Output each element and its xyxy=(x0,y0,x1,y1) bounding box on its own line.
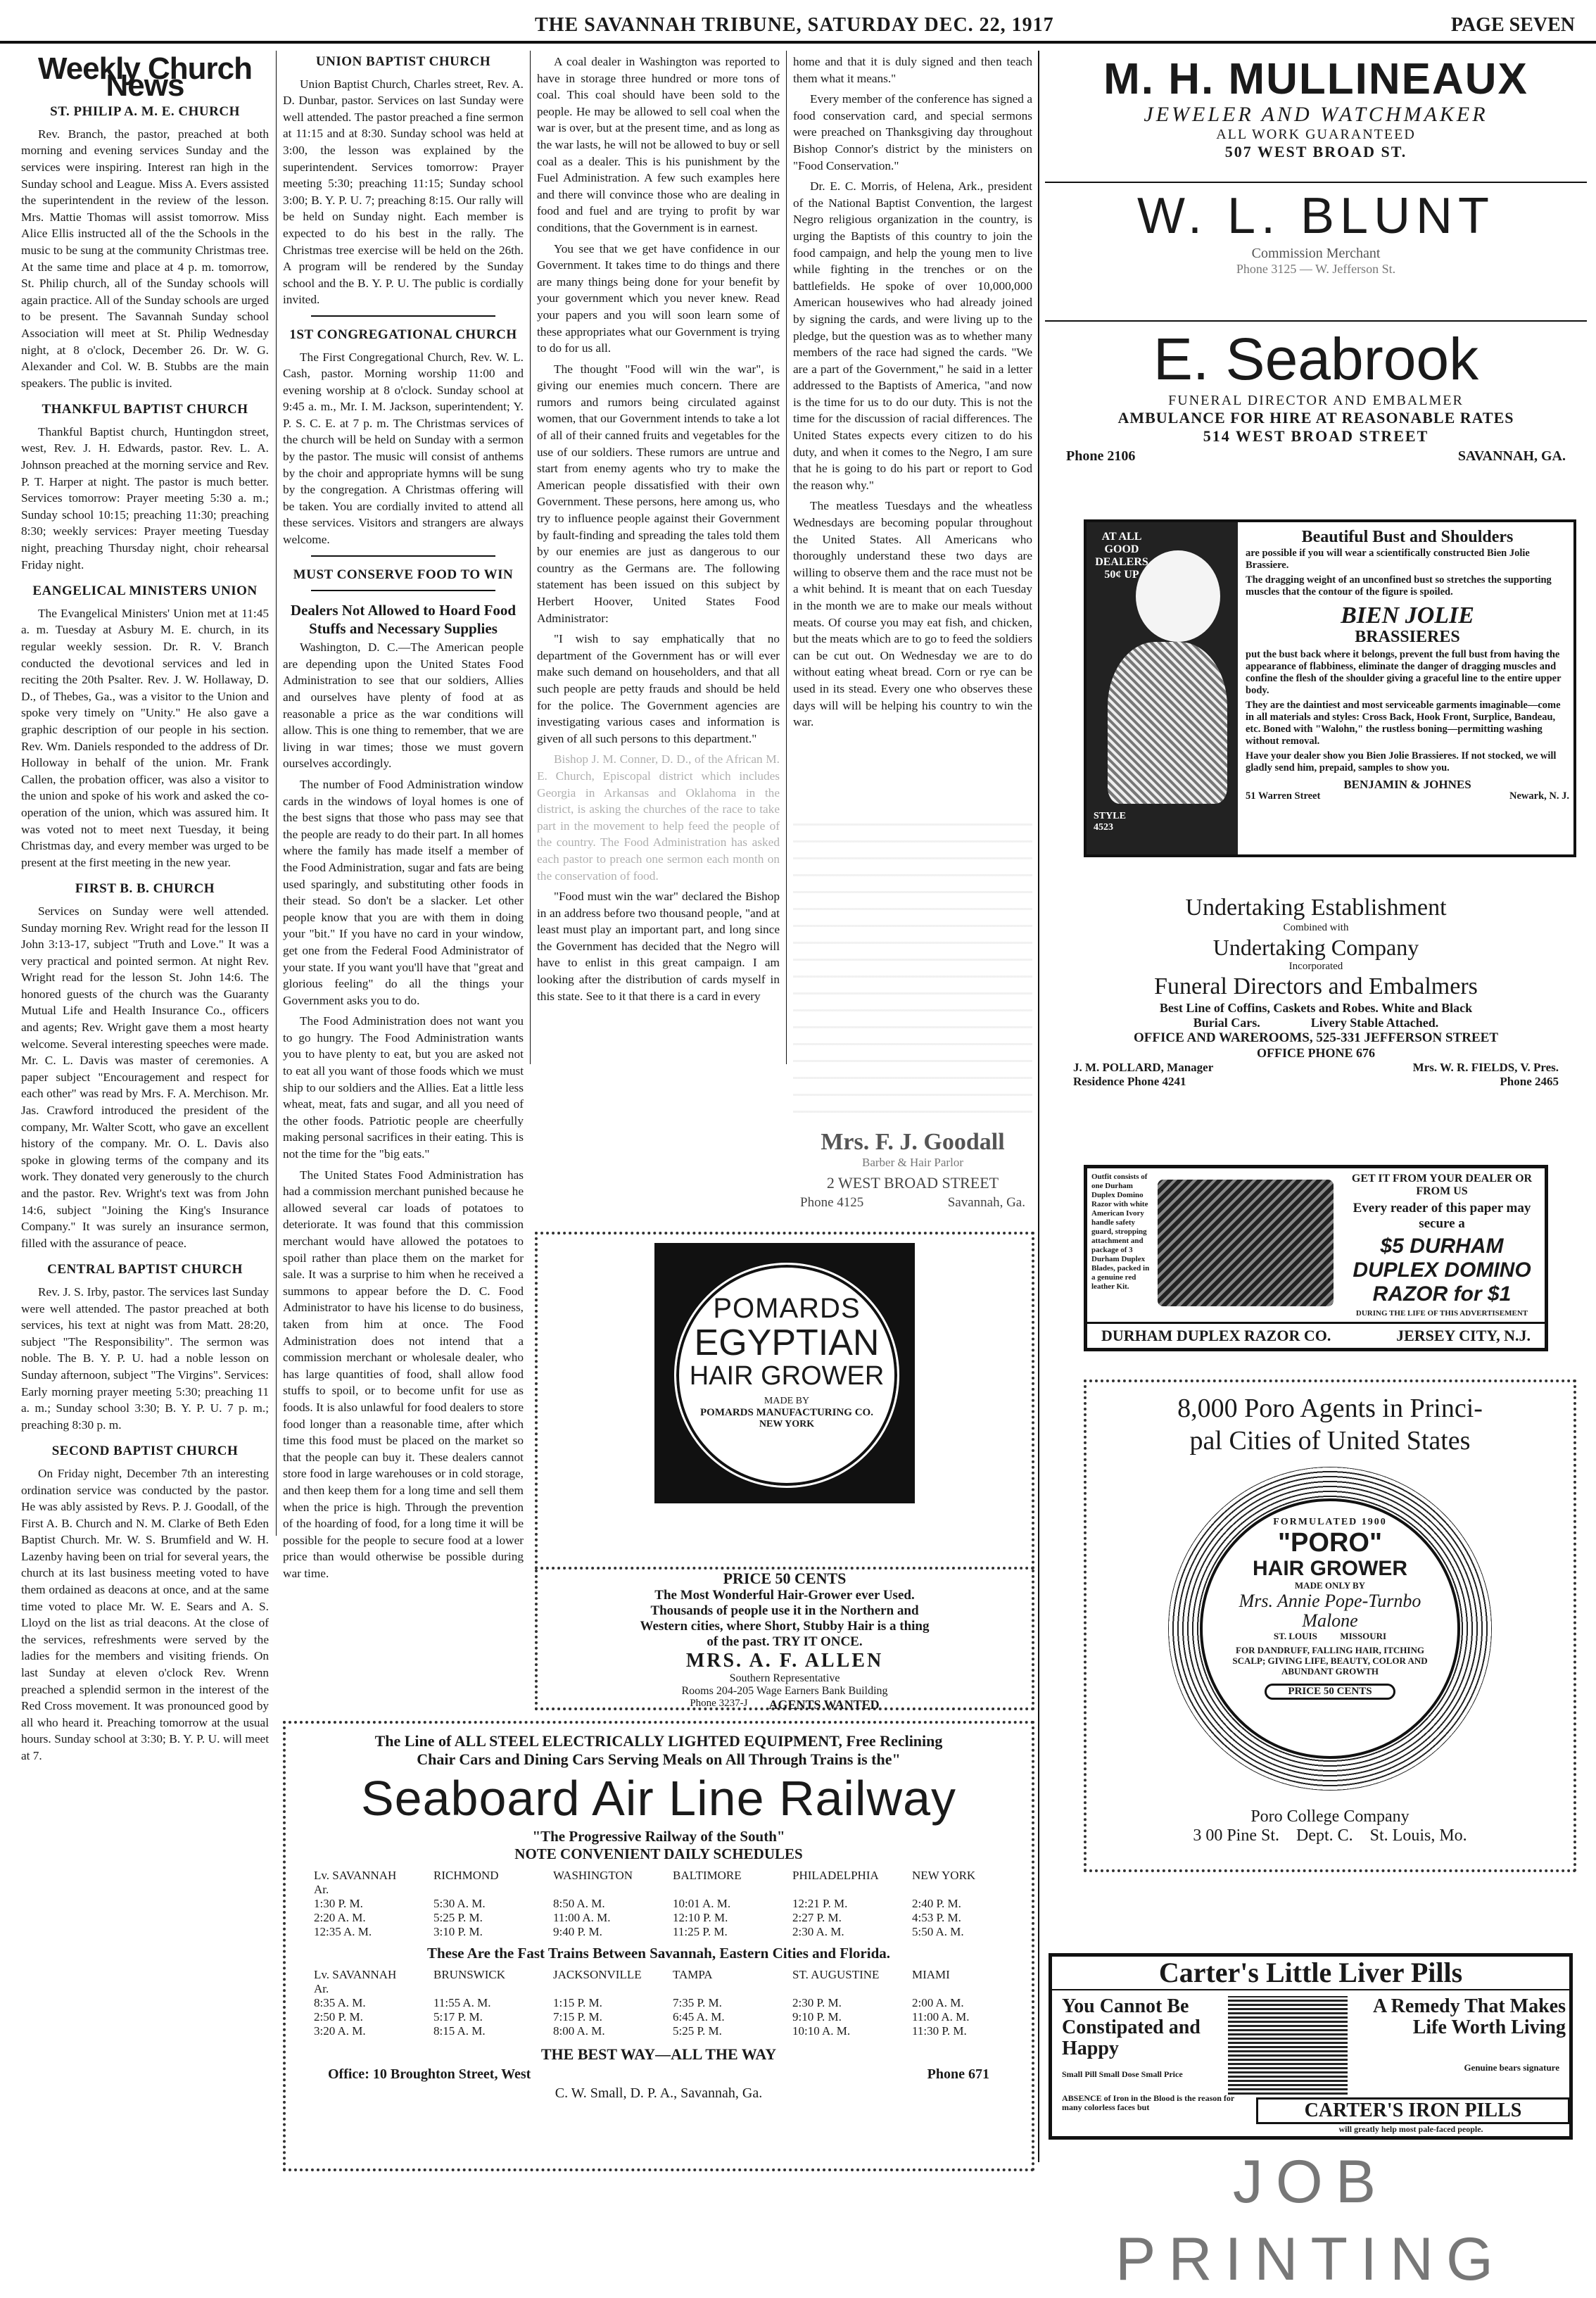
seaboard-middle: These Are the Fast Trains Between Savannah, Eastern Cities and Florida. xyxy=(426,1945,891,1962)
heading-conserve: MUST CONSERVE FOOD TO WIN xyxy=(293,567,514,582)
bien-jolie-title: Beautiful Bust and Shoulders xyxy=(1301,528,1514,546)
divider xyxy=(311,555,495,557)
bien-jolie-p1: are possible if you will wear a scientifically constructed Bien Jolie Brassiere. xyxy=(1246,548,1530,571)
seaboard-name: Seaboard Air Line Railway xyxy=(360,1771,957,1826)
undertaking-phone-2: Phone 2465 xyxy=(1500,1075,1559,1088)
article-central: Rev. J. S. Irby, pastor. The services last Sunday were well attended. The pastor preached at both services, his text at night was from Matt. 28:20, subject "The Responsibility". The sermon was noble. The B. Y. P. U. had a noble lesson on Sunday afternoon, subject "The Virgins". Services: Early morning prayer meeting 5:30; preaching 11 a. m.; Sunday school 3:30; B. Y. P. U. 7 p. m.; preaching 8:30 p. m. xyxy=(21,1284,269,1432)
divider xyxy=(311,590,495,591)
goodall-sub: Barber & Hair Parlor xyxy=(862,1156,963,1169)
schedule-cell: 5:17 P. M. xyxy=(433,2010,483,2024)
heading-evangelical: EANGELICAL MINISTERS UNION xyxy=(32,583,258,599)
article-conference: Every member of the conference has signed a food conservation card, and special sermons were preached on Thanksgiving day throughout Bishop Connor's district by the ministers on "Food Conservation." xyxy=(793,92,1032,172)
carters-right: A Remedy That Makes Life Worth Living xyxy=(1372,1995,1566,2038)
schedule-cell: 3:10 P. M. xyxy=(433,1925,483,1938)
column-church-news xyxy=(21,51,269,2218)
razor-kit-icon xyxy=(1158,1180,1334,1306)
seaboard-office: Office: 10 Broughton Street, West xyxy=(328,2066,531,2082)
ad-carters xyxy=(1049,1953,1573,2140)
bien-jolie-p5: Have your dealer show you Bien Jolie Brassieres. If not stocked, we will gladly send him, prepaid, samples to show you. xyxy=(1246,750,1557,774)
schedule-cell: 12:21 P. M. xyxy=(792,1897,848,1910)
column-divider xyxy=(786,51,787,1064)
poro-city: ST. LOUIS MISSOURI xyxy=(1273,1631,1387,1641)
schedule-cell: 5:30 A. M. xyxy=(433,1897,486,1910)
pomards-rep-name: MRS. A. F. ALLEN xyxy=(685,1650,884,1672)
pomards-label-3: HAIR GROWER xyxy=(689,1361,885,1391)
poro-grower: HAIR GROWER xyxy=(1253,1557,1407,1580)
schedule-cell: 2:20 A. M. xyxy=(314,1911,366,1924)
bien-jolie-p3: put the bust back where it belongs, prevent the full bust from having the appearance of flabbiness, eliminate the danger of dragging muscles and confine the flesh of the shoulder giving a graceful line to the entire upper body. xyxy=(1246,649,1562,696)
mullineaux-address: 507 WEST BROAD ST. xyxy=(1224,143,1407,160)
mullineaux-work: ALL WORK GUARANTEED xyxy=(1216,127,1416,142)
seabrook-address: 514 WEST BROAD STREET xyxy=(1203,427,1429,445)
pomards-rep-title: Southern Representative xyxy=(729,1672,840,1684)
job-printing: JOB PRINTING xyxy=(1115,2148,1506,2293)
ad-pomards-text xyxy=(535,1570,1034,1710)
schedule-cell: 1:15 P. M. xyxy=(553,1996,602,2009)
schedule-header: Lv. SAVANNAH Ar. xyxy=(314,1968,397,1995)
schedule-header: TAMPA xyxy=(673,1968,713,1981)
schedule-cell: 12:35 A. M. xyxy=(314,1925,372,1938)
schedule-header: JACKSONVILLE xyxy=(553,1968,642,1981)
ad-pomards xyxy=(535,1232,1034,1570)
pomards-line-3: Western cities, where Short, Stubby Hair is a thing xyxy=(640,1619,930,1634)
ad-undertaking xyxy=(1045,894,1587,1105)
subheading-conserve: Dealers Not Allowed to Hoard Food Stuffs and Necessary Supplies xyxy=(290,602,517,638)
seaboard-note: NOTE CONVENIENT DAILY SCHEDULES xyxy=(514,1845,803,1862)
carters-bird-icon xyxy=(1228,1996,1348,2095)
pomards-made-by: MADE BY xyxy=(764,1396,810,1406)
poro-headline-1: 8,000 Poro Agents in Princi- xyxy=(1177,1394,1483,1423)
section-title: Weekly Church News xyxy=(37,51,253,103)
blunt-name: W. L. BLUNT xyxy=(1136,188,1495,244)
poro-made-by: MADE ONLY BY xyxy=(1294,1580,1366,1591)
poro-headline-2: pal Cities of United States xyxy=(1189,1426,1471,1456)
schedule-cell: 11:25 P. M. xyxy=(673,1925,728,1938)
heading-union: UNION BAPTIST CHURCH xyxy=(315,54,491,69)
pomards-rooms: Rooms 204-205 Wage Earners Bank Building xyxy=(681,1685,888,1697)
article-bishop-faded: Bishop J. M. Conner, D. D., of the African M. E. Church, Episcopal district which includes Georgia in Arkansas and Oklahoma in the district, is asking the churches of the race to take part in the movement to help feed the people of the country. The Food Administration has asked each pastor to preach one sermon each month on the conservation of food. xyxy=(537,752,780,883)
column-three xyxy=(537,51,780,1226)
ad-goodall xyxy=(793,1126,1032,1232)
schedule-north-header xyxy=(286,1869,1032,1897)
undertaking-residence: Residence Phone 4241 xyxy=(1073,1075,1186,1088)
article-morris: Dr. E. C. Morris, of Helena, Ark., president of the National Baptist Convention, the largest Negro religious organization in the country, is urging the Baptists of this country to join the food campaign, and help the young men to live while fighting in the trenches or on the battlefields. He spoke of over 10,000,000 American housewives who had already joined by signing the cards, and were living up to the pledge, but the question was as to whether many members of the race had signed the cards. "We are a part of the Government," he said in a letter addressed to the Baptists of America, "and now is the time for us to do our duty. This is not the time for the discussion of racial differences. The United States expects every citizen to do his duty, and when it comes to the Negro, I am sure that he is going to do his part or report to God the reason why." xyxy=(793,179,1032,492)
bien-jolie-badge: AT ALL GOOD DEALERS 50¢ UP xyxy=(1095,531,1148,581)
masthead xyxy=(0,14,1596,38)
schedule-cell: 1:30 P. M. xyxy=(314,1897,363,1910)
schedule-cell: 10:01 A. M. xyxy=(673,1897,731,1910)
schedule-cell: 12:10 P. M. xyxy=(673,1911,728,1924)
carters-left: You Cannot Be Constipated and Happy xyxy=(1062,1995,1201,2059)
goodall-city: Savannah, Ga. xyxy=(947,1195,1025,1210)
article-rumors: The thought "Food will win the war", is giving our enemies much concern. There are rumors and rumors being circulated against women, that our Government intends to take a lot of all of their canned fruits and vegetables for the use of our soldiers. These rumors are untrue and start from enemy agents who try to make the American people dissatisfied with their own Government. These persons, here among us, who try to influence people against their Government by fault-finding and spreading the tales told them by our enemies are just as dangerous to our country as the Germans are. The following statement has been issued on this subject by Herbert Hoover, United States Food Administrator: xyxy=(537,362,780,625)
schedule-south-row xyxy=(286,2010,1032,2024)
undertaking-manager: J. M. POLLARD, Manager xyxy=(1073,1061,1214,1074)
schedule-cell: 10:10 A. M. xyxy=(792,2024,851,2038)
schedule-header: BRUNSWICK xyxy=(433,1968,506,1981)
razor-brand: $5 DURHAM DUPLEX DOMINO RAZOR for $1 xyxy=(1353,1235,1531,1306)
seaboard-line-1: The Line of ALL STEEL ELECTRICALLY LIGHTED EQUIPMENT, Free Reclining xyxy=(374,1732,943,1750)
schedule-header: WASHINGTON xyxy=(553,1869,633,1882)
schedule-cell: 8:00 A. M. xyxy=(553,2024,605,2038)
heading-congregational: 1ST CONGREGATIONAL CHURCH xyxy=(289,327,517,342)
ad-durham-duplex xyxy=(1084,1165,1548,1351)
figure-head-icon xyxy=(1136,550,1220,642)
poro-seal xyxy=(1168,1467,1492,1791)
schedule-cell: 11:55 A. M. xyxy=(433,1996,491,2009)
razor-every: Every reader of this paper may secure a xyxy=(1353,1201,1531,1231)
article-continued: home and that it is duly signed and then teach them what it means." xyxy=(793,55,1032,85)
schedule-cell: 8:50 A. M. xyxy=(553,1897,605,1910)
razor-during: DURING THE LIFE OF THIS ADVERTISEMENT xyxy=(1355,1309,1528,1318)
pomards-label-1: POMARDS xyxy=(713,1293,861,1324)
article-confidence: You see that we get have confidence in our Government. It takes time to do things and there are many things being done for your benefit by your government which you never knew. Read your papers and you will soon learn some of these appropriates what our Government is trying to do for us all. xyxy=(537,241,780,355)
bien-jolie-p4: They are the daintiest and most serviceable garments imaginable—come in all materials and styles: Cross Back, Hook Front, Surplice, Bandeau, etc. Boned with "Walohn," the rustless boning—permitting washing without removal. xyxy=(1246,700,1561,747)
poro-brand: "PORO" xyxy=(1278,1528,1382,1558)
schedule-cell: 6:45 A. M. xyxy=(673,2010,725,2024)
schedule-cell: 2:27 P. M. xyxy=(792,1911,842,1924)
seabrook-line-2: AMBULANCE FOR HIRE AT REASONABLE RATES xyxy=(1117,409,1514,427)
schedule-cell: 5:25 P. M. xyxy=(673,2024,722,2038)
pomards-city: NEW YORK xyxy=(759,1419,815,1429)
seaboard-agent: C. W. Small, D. P. A., Savannah, Ga. xyxy=(555,2085,763,2101)
carters-iron-sub: will greatly help most pale-faced people. xyxy=(1338,2124,1483,2134)
article-thankful: Thankful Baptist church, Huntingdon street, west, Rev. J. H. Edwards, pastor. Rev. L. A. Johnson preached at the morning service and Rev. P. T. Harper at night. The pastor is much better. Services tomorrow: Prayer meeting 5:30 a. m.; Sunday school 10:15; preaching 11:30; preaching 8:30; weekly services: Prayer meeting Tuesday night, preaching Thursday night, choir rehearsal Friday night. xyxy=(21,424,269,572)
poro-for: FOR DANDRUFF, FALLING HAIR, ITCHING SCALP; GIVING LIFE, BEAUTY, COLOR AND ABUNDANT GROWTH xyxy=(1232,1645,1428,1677)
masthead-rule xyxy=(0,41,1596,44)
schedule-cell: 3:20 A. M. xyxy=(314,2024,366,2038)
poro-maker: Mrs. Annie Pope-Turnbo Malone xyxy=(1239,1591,1421,1631)
schedule-north-row xyxy=(286,1925,1032,1939)
blunt-sub: Commission Merchant xyxy=(1251,246,1381,261)
article-conserve-1: Washington, D. C.—The American people are depending upon the United States Food Administration to see that our soldiers, Allies and ourselves have plenty of food at as reasonable a price as the war conditions will allow. This is one thing to remember, that we are living in war times; those we must govern ourselves accordingly. xyxy=(283,640,524,771)
carters-iron: CARTER'S IRON PILLS xyxy=(1256,2097,1570,2124)
article-hoover-quote: "I wish to say emphatically that no department of the Government has or will ever make such demand on householders, and that all such people are petty frauds and should be held for the police. The Government agencies are investigating various cases and information is given of all such persons to this department." xyxy=(537,632,780,745)
undertaking-title: Undertaking Establishment xyxy=(1185,895,1447,921)
heading-st-philip: ST. PHILIP A. M. E. CHURCH xyxy=(50,104,240,120)
schedule-header: RICHMOND xyxy=(433,1869,499,1882)
article-congregational: The First Congregational Church, Rev. W. L. Cash, pastor. Morning worship 11:00 and evening worship at 8 o'clock. Sunday school at 9:45 a. m., Mr. I. M. Jackson, superintendent; Y. P. S. C. E. at 7 p. m. The Christmas services of the church will be held on Sunday with a sermon by the pastor. The music will consist of anthems by the choir and appropriate hymns will be sung by the congregation. A Christmas offering will be taken. You are cordially invited to attend all these services. Visitors and strangers are always welcome. xyxy=(283,350,524,547)
column-two xyxy=(283,51,524,1580)
carters-genuine: Genuine bears signature xyxy=(1464,2062,1559,2073)
schedule-cell: 9:40 P. M. xyxy=(553,1925,602,1938)
bien-jolie-p2: The dragging weight of an unconfined bust so stretches the supporting muscles that the contour of the figure is spoiled. xyxy=(1246,574,1552,598)
schedule-cell: 8:35 A. M. xyxy=(314,1996,366,2009)
seabrook-name: E. Seabrook xyxy=(1153,326,1479,392)
mullineaux-sub: JEWELER AND WATCHMAKER xyxy=(1144,103,1488,126)
pomards-seal xyxy=(674,1263,899,1488)
article-second: On Friday night, December 7th an interesting ordination service was conducted by the pastor. He was ably assisted by Revs. P. J. Goodall, of the First A. B. Church and N. M. Clarke of Beth Eden Baptist Church. Mr. W. S. Brumfield and W. H. Lazenby having been on trial for several years, the church at its last business meeting voted to have them ordained as deacons at once, and at the same time voted to place Mr. W. E. Sears and A. S. Lloyd on the list as trial deacons. At the close of the services, refreshments were served by the ladies for the members and visiting friends. On last Sunday at eleven o'clock Rev. Wrenn preached a splendid sermon in the interest of the Red Cross movement. It was pronounced good by all who heard it. Preaching tomorrow at the usual hours. Sunday school at 3:30; B. Y. P. U. will meet at 7. xyxy=(21,1466,269,1762)
undertaking-phone: OFFICE PHONE 676 xyxy=(1256,1046,1375,1060)
article-conserve-4: The United States Food Administration has had a commission merchant punished because he allowed several car loads of potatoes to deteriorate. It was found that this commission merchant would have allowed the potatoes to spoil rather than place them on the market for sale. It was a surprise to him when he received a summons to appear before the D. C. Food Administrator to have his license to do business, taken from him at once. The Food Administration does not intend that a commission merchant or wholesale dealer, who has large quantities of food, shall allow food stuffs to spoil, or to become unfit for use as foods. It is also unlawful for food dealers to store food longer than a reasonable time, after which time this food must be placed on the market so that the people can buy it. These dealers cannot store food in large warehouses or in cold storage, and then keep them for a long time and sell them when the price is high. Through the prevention of the hoarding of food, for a long time it will be possible for the people to secure food at a lower price than would otherwise be possible during war time. xyxy=(283,1168,524,1580)
pomards-price: PRICE 50 CENTS xyxy=(723,1570,847,1587)
razor-city: JERSEY CITY, N.J. xyxy=(1396,1327,1531,1344)
seaboard-line-2: Chair Cars and Dining Cars Serving Meals on All Through Trains is the" xyxy=(417,1750,901,1768)
schedule-cell: 8:15 A. M. xyxy=(433,2024,486,2038)
schedule-cell: 5:25 P. M. xyxy=(433,1911,483,1924)
undertaking-line-2: Burial Cars. Livery Stable Attached. xyxy=(1193,1016,1439,1030)
blunt-address: Phone 3125 — W. Jefferson St. xyxy=(1236,262,1396,276)
schedule-north-row xyxy=(286,1897,1032,1911)
ad-blunt xyxy=(1045,187,1587,313)
undertaking-directors: Funeral Directors and Embalmers xyxy=(1154,973,1478,999)
column-divider xyxy=(276,51,277,1536)
mullineaux-name: M. H. MULLINEAUX xyxy=(1103,55,1528,103)
schedule-cell: 11:30 P. M. xyxy=(912,2024,967,2038)
pomards-logo-panel xyxy=(654,1243,915,1503)
poro-company: Poro College Company xyxy=(1250,1807,1410,1826)
schedule-header: MIAMI xyxy=(912,1968,950,1981)
article-conserve-3: The Food Administration does not want you to go hungry. The Food Administration wants you to have plenty to eat, but you are asked not to eat all you want of those foods which we must ship to our soldiers and the Allies. Eat a little less wheat, meat, fats and sugar, and all you need of the other foods. Patriotic people are cheerfully making personal sacrifices in their eating. This is not the time for the "big eats." xyxy=(283,1014,524,1161)
schedule-north-row xyxy=(286,1911,1032,1925)
schedule-cell: 2:50 P. M. xyxy=(314,2010,363,2024)
schedule-cell: 2:30 A. M. xyxy=(792,1925,844,1938)
page-number: PAGE SEVEN xyxy=(1450,14,1575,36)
bien-jolie-city: Newark, N. J. xyxy=(1509,790,1569,802)
schedule-cell: 7:35 P. M. xyxy=(673,1996,722,2009)
article-coal: A coal dealer in Washington was reported to have in storage three hundred or more tons of coal. This coal should have been sold to the people. He may be allowed to sell coal when the war is over, but at the present time, and as long as the war lasts, he will not be allowed to buy or sell coal as a dealer. This is his punishment by the Fuel Administration. A few such examples here and there will convince those who are dealing in food and fuel and are trying to profit by war conditions, that the Government is in earnest. xyxy=(537,55,780,234)
carters-small: Small Pill Small Dose Small Price xyxy=(1062,2069,1183,2079)
schedule-south-row xyxy=(286,2024,1032,2038)
schedule-cell: 2:30 P. M. xyxy=(792,1996,842,2009)
article-union: Union Baptist Church, Charles street, Rev. A. D. Dunbar, pastor. Services on last Sunday were well attended. The pastor preached a fine sermon at 11:15 and at 8:30. Sunday school was held at 3:00, the lesson was explained by the superintendent. Services tomorrow: Prayer meeting 5:30; preaching 11:15; Sunday school 3:00; B. Y. P. U. 7; preaching 8:15. Our rally will be held on Sunday night. Each member is expected to do his best in the rally. The Christmas tree exercise will be held on the 26th. A program will be rendered by the Sunday school and the B. Y. P. U. The public is cordially invited. xyxy=(283,77,524,307)
undertaking-inc: Incorporated xyxy=(1288,961,1343,972)
schedule-cell: 11:00 A. M. xyxy=(912,2010,970,2024)
schedule-south-row xyxy=(286,1996,1032,2010)
undertaking-line: Best Line of Coffins, Caskets and Robes. White and Black xyxy=(1159,1001,1473,1015)
schedule-header: BALTIMORE xyxy=(673,1869,742,1882)
razor-get: GET IT FROM YOUR DEALER OR FROM US xyxy=(1351,1173,1533,1197)
article-bishop: "Food must win the war" declared the Bishop in an address before two thousand people, "and at least must play an important part, and long since the Government has decided that the Negro will have to enlist in this great campaign. I am looking after the distribution of cards myself in this state. See to it that there is a card in every xyxy=(537,890,780,1003)
seabrook-city: SAVANNAH, GA. xyxy=(1457,448,1566,464)
undertaking-office: OFFICE AND WAREROOMS, 525-331 JEFFERSON STREET xyxy=(1134,1030,1498,1045)
pomards-line-4: of the past. TRY IT ONCE. xyxy=(707,1634,863,1649)
ad-poro xyxy=(1084,1380,1576,1872)
razor-outfit: Outfit consists of one Durham Duplex Domino Razor with white American Ivory handle safety guard, stropping attachment and package of 3 Durham Duplex Blades, packed in a genuine red leather Kit. xyxy=(1091,1173,1150,1291)
schedule-cell: 2:40 P. M. xyxy=(912,1897,961,1910)
schedule-header: Lv. SAVANNAH Ar. xyxy=(314,1869,397,1896)
article-st-philip: Rev. Branch, the pastor, preached at both morning and evening services Sunday and the services were inspiring. Interest ran high in the Sunday school and League. Miss A. Evers assisted the superintendent in the review of the lesson. Mrs. Mattie Thomas will assist tomorrow. Miss Alice Ellis instructed all of the the Schools in the music to be sung at the community Christmas tree. At the same time and place at 4 p. m. tomorrow, St. Philip church, all of the Sunday schools will again practice. All of the Sunday schools are urged to be present. The Savannah Sunday school Association will meet at St. Philip Wednesday night, at 8 o'clock, December 26. Dr. W. G. Alexander and Col. W. B. Stubbs are the main speakers. The public is invited. xyxy=(21,127,269,390)
bien-jolie-brand: BIEN JOLIE xyxy=(1341,602,1474,629)
goodall-name: Mrs. F. J. Goodall xyxy=(821,1129,1005,1155)
heading-second: SECOND BAPTIST CHURCH xyxy=(51,1444,239,1459)
bien-jolie-brand-2: BRASSIERES xyxy=(1355,628,1460,646)
heading-central: CENTRAL BAPTIST CHURCH xyxy=(47,1262,243,1277)
masthead-title: THE SAVANNAH TRIBUNE, SATURDAY DEC. 22, 1917 xyxy=(535,14,1054,36)
poro-formulated: FORMULATED 1900 xyxy=(1273,1517,1387,1527)
ad-bien-jolie xyxy=(1084,519,1576,857)
schedule-south-header xyxy=(286,1968,1032,1996)
pomards-agents: AGENTS WANTED xyxy=(768,1698,880,1712)
goodall-phone: Phone 4125 xyxy=(800,1195,864,1210)
pomards-line-2: Thousands of people use it in the Northern and xyxy=(650,1603,919,1618)
undertaking-president: Mrs. W. R. FIELDS, V. Pres. xyxy=(1412,1061,1559,1074)
schedule-cell: 2:00 A. M. xyxy=(912,1996,964,2009)
article-evangelical: The Evangelical Ministers' Union met at 11:45 a. m. Tuesday at Asbury M. E. church, in its regular weekly session. Dr. R. V. Branch conducted the devotional services and led in reciting the 20th Psalter. Rev. J. W. Hollaway, D. D., of Thebes, Ga., was a visitor to the Union and spoke very timely on "Unity." He also gave a graphic description of our people in his section. Rev. Wm. Daniels responded to the address of Dr. Holloway in behalf of the union. Mr. Frank Callen, the probation officer, was also a visitor to the union and spoke of his work and asked the co-operation of the union, which was assured him. It was voted not to meet next Tuesday, it being Christmas day, and every member was urged to be present at the first meeting in the new year. xyxy=(21,606,269,869)
schedule-cell: 9:10 P. M. xyxy=(792,2010,842,2024)
schedule-cell: 4:53 P. M. xyxy=(912,1911,961,1924)
poro-seal-inner xyxy=(1200,1498,1460,1759)
schedule-header: ST. AUGUSTINE xyxy=(792,1968,880,1981)
bien-jolie-address: 51 Warren Street xyxy=(1246,790,1321,802)
undertaking-company: Undertaking Company xyxy=(1212,935,1419,960)
schedule-cell: 7:15 P. M. xyxy=(553,2010,602,2024)
seaboard-phone: Phone 671 xyxy=(927,2066,989,2082)
carters-absence: ABSENCE of Iron in the Blood is the reason for many colorless faces but xyxy=(1062,2093,1235,2112)
article-first-bb: Services on Sunday were well attended. Sunday morning Rev. Wright read for the lesson II John 3:13-17, subject "Truth and Love." It was a very practical and pointed sermon. At night Rev. Wright read for the lesson St. John 14:6. The honored guests of the church was the Guaranty Mutual Life and Health Insurance Co., officers and agents; Rev. Wright gave them a most hearty welcome. Several interesting speeches were made. Mr. C. L. Davis was master of ceremonies. A paper subject "Encouragement and respect for each other" was read by Mrs. F. A. Merchison. Mr. Jas. Crawford introduced the president of the company, Mr. Walter Scott, who gave an excellent history of the company. Mr. O. L. Davis also spoke in glowing terms of the company and its work. They donated very generously to the church and the pastor. Rev. Wright's text was from John 14:6, subject "Joining the King's Insurance Company." It was surely an insurance sermon, filled with the assurance of peace. xyxy=(21,904,269,1250)
pomards-company: POMARDS MANUFACTURING CO. xyxy=(700,1407,873,1418)
bien-jolie-company: BENJAMIN & JOHNES xyxy=(1343,778,1471,791)
pomards-line-1: The Most Wonderful Hair-Grower ever Used. xyxy=(654,1588,915,1603)
bien-jolie-style: STYLE 4523 xyxy=(1094,811,1126,833)
column-four xyxy=(793,51,1032,814)
pomards-label-2: EGYPTIAN xyxy=(694,1322,880,1363)
seaboard-best-way: THE BEST WAY—ALL THE WAY xyxy=(540,2045,777,2063)
ad-divider xyxy=(1045,182,1587,183)
ad-divider xyxy=(1045,320,1587,322)
schedule-header: NEW YORK xyxy=(912,1869,976,1882)
schedule-cell: 11:00 A. M. xyxy=(553,1911,611,1924)
bien-jolie-illustration xyxy=(1087,522,1238,854)
schedule-cell: 5:50 A. M. xyxy=(912,1925,964,1938)
carters-title: Carter's Little Liver Pills xyxy=(1052,1957,1569,1990)
heading-thankful: THANKFUL BAPTIST CHURCH xyxy=(42,402,248,417)
faded-text-block xyxy=(793,823,1032,1119)
seaboard-tagline: "The Progressive Railway of the South" xyxy=(532,1828,785,1845)
pomards-phone: Phone 3237-J xyxy=(690,1698,748,1709)
article-meatless: The meatless Tuesdays and the wheatless Wednesdays are becoming popular throughout the United States. All Americans who thoroughly understand these two days are willing to observe them and the race must not be a whit behind. It is meant that on each Tuesday in the month we are to make our meals without meats. Of course you may eat fish, and chicken, but the meats which are to go to feed the soldiers can be cut out. On Wednesday we are to do without eating wheat bread. Corn or rye can be used in its stead. Every one who observes these days will will be helping his country to win the war. xyxy=(793,499,1032,729)
poro-address: 3 00 Pine St. Dept. C. St. Louis, Mo. xyxy=(1193,1826,1467,1845)
razor-company: DURHAM DUPLEX RAZOR CO. xyxy=(1101,1327,1331,1344)
schedule-header: PHILADELPHIA xyxy=(792,1869,879,1882)
undertaking-combined: Combined with xyxy=(1283,922,1349,933)
divider xyxy=(311,315,495,317)
column-divider xyxy=(1038,51,1039,2162)
goodall-address: 2 WEST BROAD STREET xyxy=(826,1174,999,1192)
seabrook-phone: Phone 2106 xyxy=(1066,448,1136,464)
figure-brassiere-icon xyxy=(1108,642,1227,804)
article-conserve-2: The number of Food Administration window cards in the windows of loyal homes is one of the best signs that those who pass may see that the people are ready to do their part. In all homes where the family has made itself a member of the Food Administration, sugar and fats are being used sparingly, and substituting other foods in their stead. So don't be a slacker. Let other people know that you are with them in doing your "bit." If you have no card in your window, get one from the Federal Food Administrator of your state. If you want you'll have that "great and glorious feeling" do all the things your Government asks you to do. xyxy=(283,777,524,1007)
poro-price: PRICE 50 CENTS xyxy=(1265,1684,1395,1700)
heading-first-bb: FIRST B. B. CHURCH xyxy=(75,881,215,897)
ad-seabrook xyxy=(1045,325,1587,522)
ad-seaboard xyxy=(283,1721,1034,2171)
seabrook-sub: FUNERAL DIRECTOR AND EMBALMER xyxy=(1168,393,1464,408)
column-divider xyxy=(530,51,531,1064)
